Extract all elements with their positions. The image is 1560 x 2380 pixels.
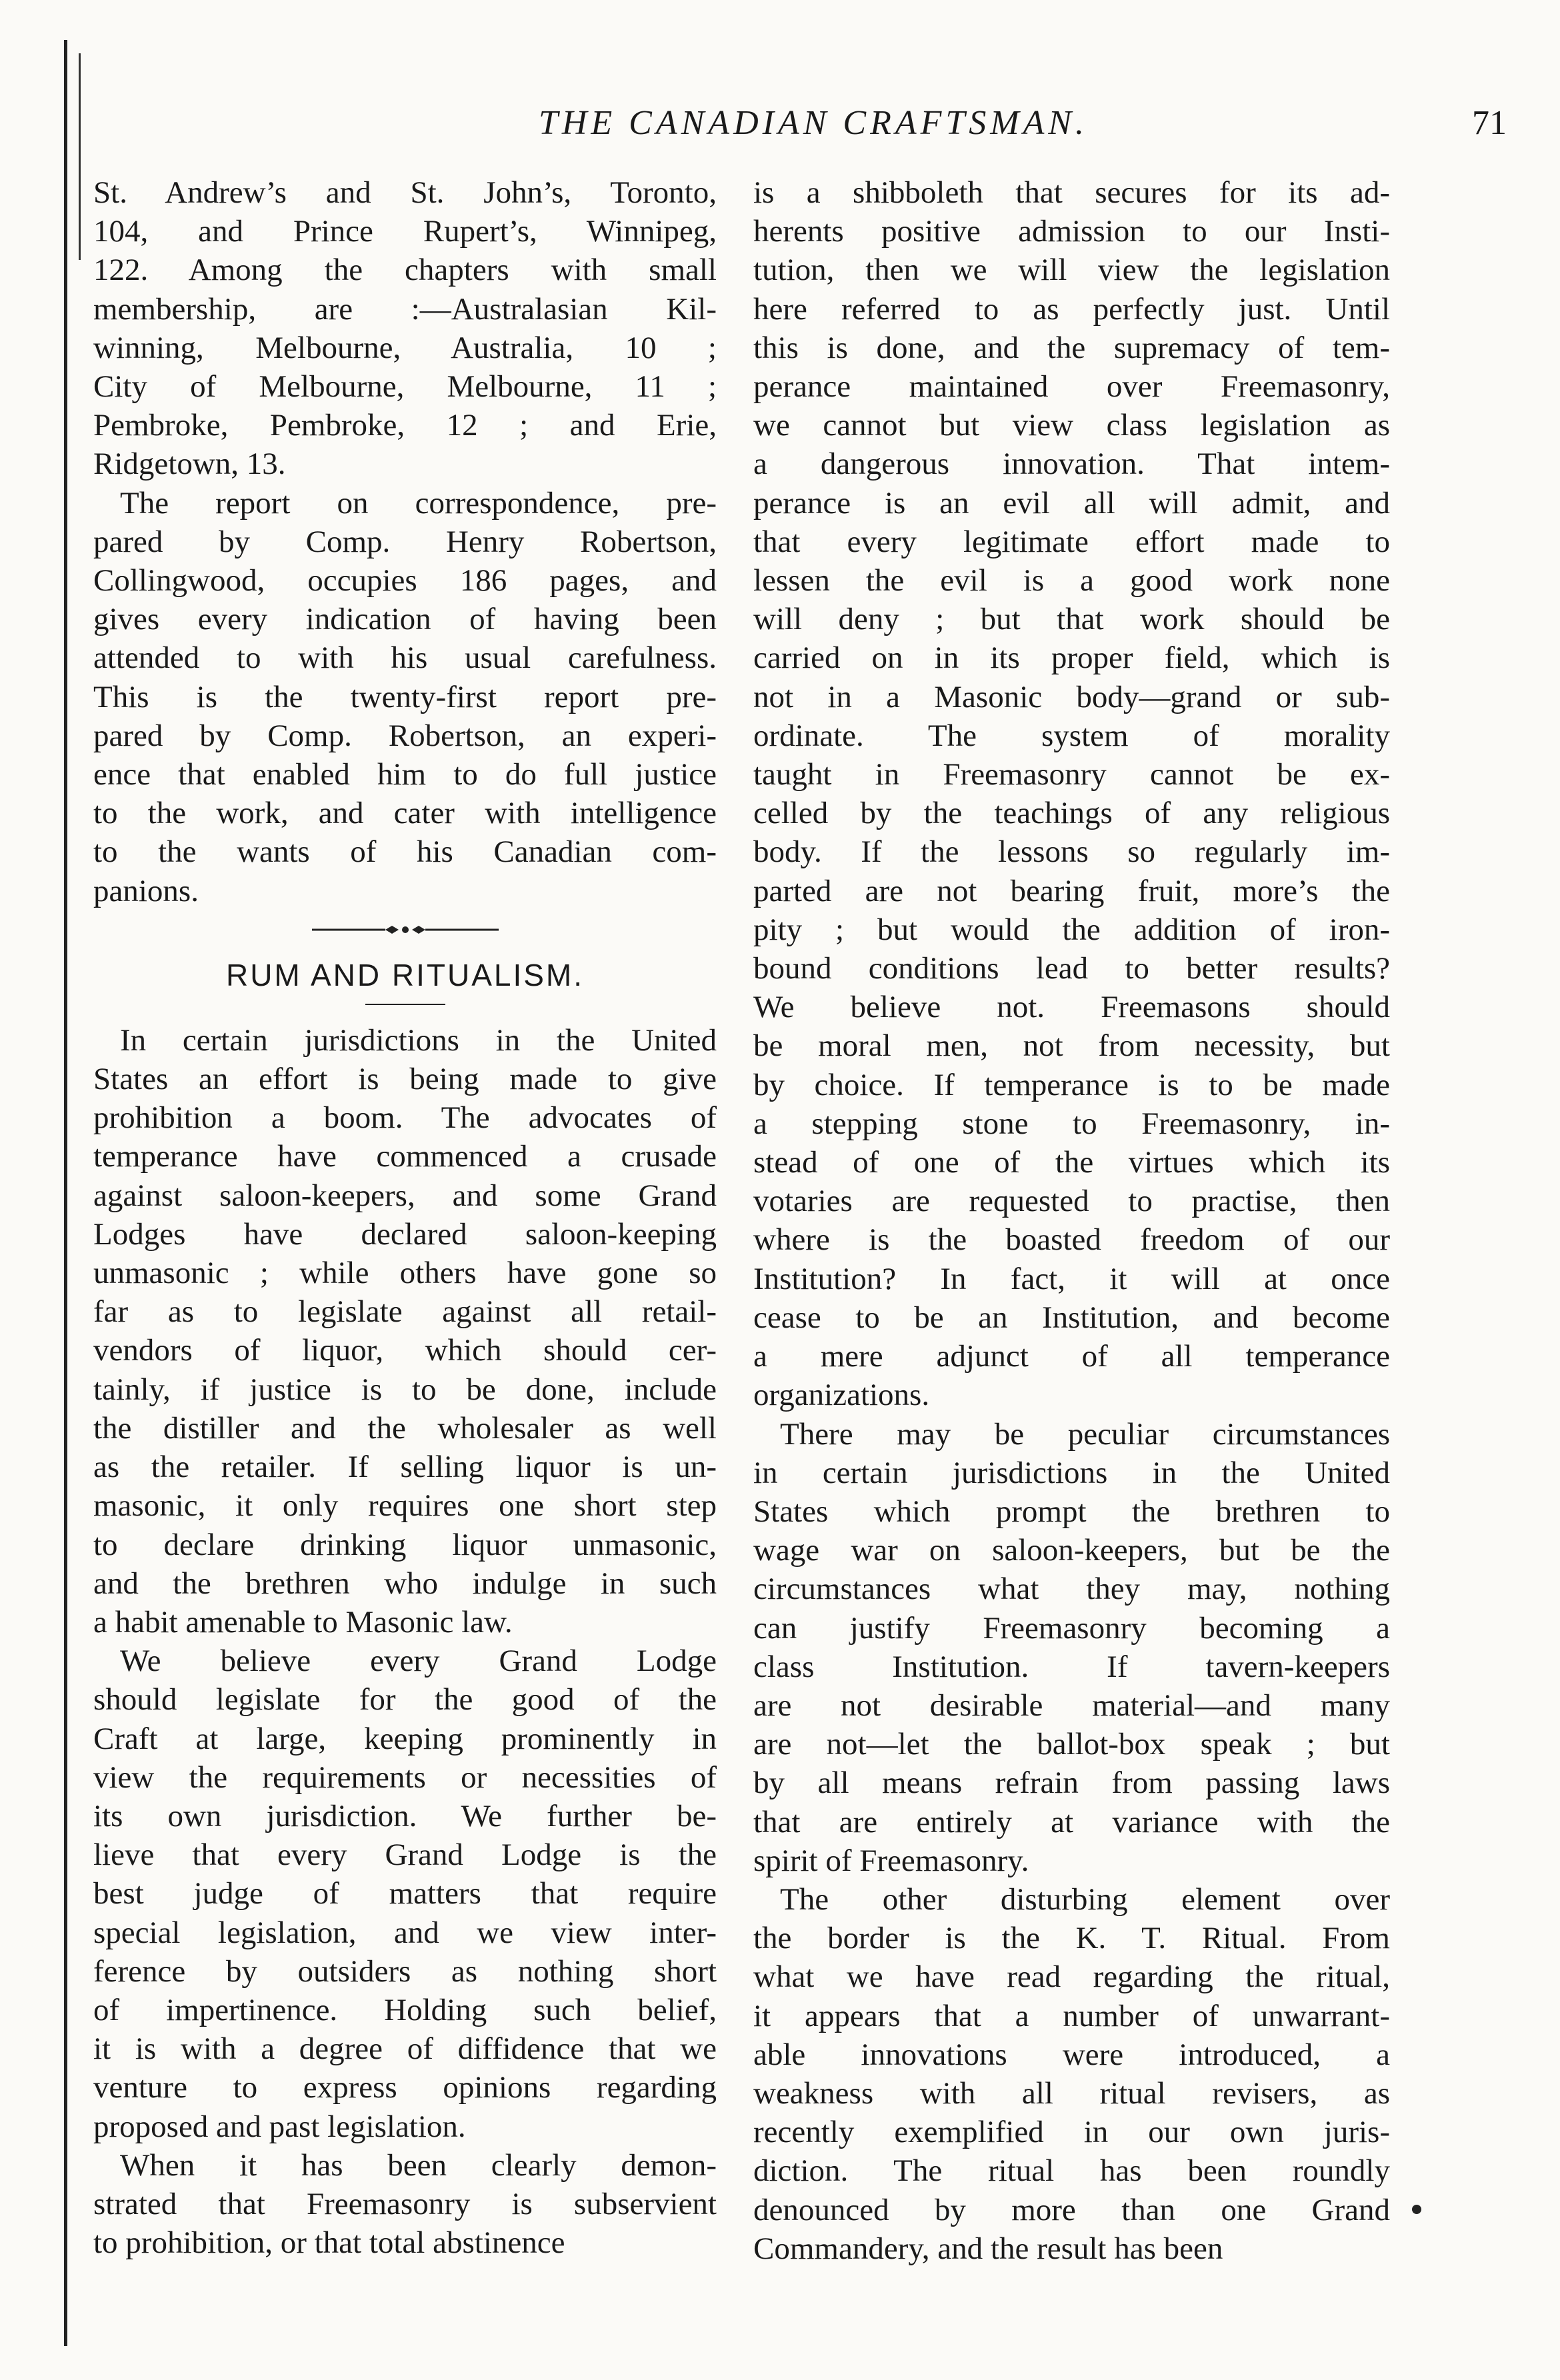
paragraph bbox=[753, 1880, 1390, 2268]
paragraph bbox=[93, 1021, 717, 1642]
text-line: organizations. bbox=[753, 1378, 930, 1413]
text-line: where is the boasted freedom of our bbox=[753, 1222, 1390, 1258]
text-line: is a shibboleth that secures for its ad- bbox=[753, 175, 1390, 210]
text-line: its own jurisdiction. We further be- bbox=[93, 1798, 717, 1833]
margin-dot bbox=[1412, 2205, 1421, 2214]
margin-rule bbox=[64, 40, 67, 2346]
paragraph bbox=[93, 1642, 717, 2146]
text-line: a stepping stone to Freemasonry, in- bbox=[753, 1106, 1390, 1141]
text-line: tainly, if justice is to be done, include bbox=[93, 1372, 717, 1407]
text-line: In certain jurisdictions in the United bbox=[120, 1022, 717, 1058]
text-line: able innovations were introduced, a bbox=[753, 2037, 1390, 2072]
running-title: THE CANADIAN CRAFTSMAN. bbox=[538, 104, 1089, 142]
text-line: body. If the lessons so regularly im- bbox=[753, 834, 1390, 870]
text-line: The other disturbing element over bbox=[780, 1881, 1390, 1917]
text-line: perance maintained over Freemasonry, bbox=[753, 369, 1390, 405]
text-line: We believe not. Freemasons should bbox=[753, 990, 1390, 1025]
text-line: will deny ; but that work should be bbox=[753, 602, 1390, 637]
text-line: of impertinence. Holding such belief, bbox=[93, 1992, 717, 2027]
right-column bbox=[753, 173, 1390, 2268]
paragraph bbox=[753, 173, 1390, 1415]
text-line: view the requirements or necessities of bbox=[93, 1760, 717, 1795]
text-line: diction. The ritual has been roundly bbox=[753, 2153, 1390, 2189]
text-line: vendors of liquor, which should cer- bbox=[93, 1333, 717, 1368]
text-line: as the retailer. If selling liquor is un- bbox=[93, 1450, 717, 1485]
text-line: herents positive admission to our Insti- bbox=[753, 214, 1390, 249]
text-line: in certain jurisdictions in the United bbox=[753, 1455, 1390, 1490]
text-line: pared by Comp. Robertson, an experi- bbox=[93, 718, 717, 753]
text-line: to the wants of his Canadian com- bbox=[93, 834, 717, 870]
text-line: this is done, and the supremacy of tem- bbox=[753, 330, 1390, 365]
text-line: unmasonic ; while others have gone so bbox=[93, 1256, 717, 1291]
text-line: weakness with all ritual revisers, as bbox=[753, 2075, 1390, 2111]
text-line: to the work, and cater with intelligence bbox=[93, 796, 717, 831]
page-number: 71 bbox=[1472, 104, 1507, 142]
text-line: a mere adjunct of all temperance bbox=[753, 1339, 1390, 1374]
text-line: by all means refrain from passing laws bbox=[753, 1766, 1390, 1801]
text-line: ordinate. The system of morality bbox=[753, 718, 1390, 753]
text-line: parted are not bearing fruit, more’s the bbox=[753, 873, 1390, 908]
text-line: spirit of Freemasonry. bbox=[753, 1843, 1029, 1878]
text-line: When it has been clearly demon- bbox=[120, 2147, 717, 2183]
text-line: Lodges have declared saloon-keeping bbox=[93, 1216, 717, 1252]
running-header bbox=[120, 100, 1507, 147]
text-line: We believe every Grand Lodge bbox=[120, 1644, 717, 1679]
text-line: States which prompt the brethren to bbox=[753, 1494, 1390, 1529]
text-line: taught in Freemasonry cannot be ex- bbox=[753, 757, 1390, 792]
ornament-divider bbox=[93, 910, 717, 949]
text-line: attended to with his usual carefulness. bbox=[93, 640, 717, 676]
ornament-icon bbox=[305, 920, 505, 940]
text-line: States an effort is being made to give bbox=[93, 1062, 717, 1097]
text-line: circumstances what they may, nothing bbox=[753, 1572, 1390, 1607]
text-line: not in a Masonic body—grand or sub- bbox=[753, 679, 1390, 714]
text-line: a dangerous innovation. That intem- bbox=[753, 447, 1390, 482]
text-line: lieve that every Grand Lodge is the bbox=[93, 1837, 717, 1873]
text-line: Craft at large, keeping prominently in bbox=[93, 1721, 717, 1756]
text-line: prohibition a boom. The advocates of bbox=[93, 1100, 717, 1136]
text-line: panions. bbox=[93, 873, 199, 908]
text-line: Institution? In fact, it will at once bbox=[753, 1261, 1390, 1296]
text-line: be moral men, not from necessity, but bbox=[753, 1028, 1390, 1064]
text-line: far as to legislate against all retail- bbox=[93, 1294, 717, 1330]
text-line: ence that enabled him to do full justice bbox=[93, 757, 717, 792]
text-line: St. Andrew’s and St. John’s, Toronto, bbox=[93, 175, 717, 210]
text-line: venture to express opinions regarding bbox=[93, 2070, 717, 2105]
text-line: bound conditions lead to better results? bbox=[753, 951, 1390, 986]
text-line: the distiller and the wholesaler as well bbox=[93, 1410, 717, 1446]
text-line: what we have read regarding the ritual, bbox=[753, 1959, 1390, 1995]
text-line: to declare drinking liquor unmasonic, bbox=[93, 1527, 717, 1562]
text-line: votaries are requested to practise, then bbox=[753, 1184, 1390, 1219]
text-line: should legislate for the good of the bbox=[93, 1682, 717, 1718]
text-line: and the brethren who indulge in such bbox=[93, 1566, 717, 1601]
text-line: pared by Comp. Henry Robertson, bbox=[93, 524, 717, 559]
text-line: There may be peculiar circumstances bbox=[780, 1416, 1390, 1452]
text-line: against saloon-keepers, and some Grand bbox=[93, 1178, 717, 1213]
text-line: cease to be an Institution, and become bbox=[753, 1300, 1390, 1335]
paragraph bbox=[93, 173, 717, 484]
text-line: the border is the K. T. Ritual. From bbox=[753, 1921, 1390, 1956]
text-line: 122. Among the chapters with small bbox=[93, 253, 717, 288]
text-line: denounced by more than one Grand bbox=[753, 2192, 1390, 2227]
text-line: lessen the evil is a good work none bbox=[753, 563, 1390, 598]
paragraph bbox=[93, 2146, 717, 2263]
section-heading: RUM AND RITUALISM. bbox=[225, 957, 585, 992]
text-line: that every legitimate effort made to bbox=[753, 524, 1390, 559]
text-line: strated that Freemasonry is subservient bbox=[93, 2186, 717, 2221]
paragraph bbox=[753, 1415, 1390, 1880]
text-line: The report on correspondence, pre- bbox=[120, 485, 717, 521]
text-line: winning, Melbourne, Australia, 10 ; bbox=[93, 330, 717, 365]
text-line: masonic, it only requires one short step bbox=[93, 1488, 717, 1524]
text-line: temperance have commenced a crusade bbox=[93, 1139, 717, 1174]
text-line: pity ; but would the addition of iron- bbox=[753, 912, 1390, 947]
text-line: tution, then we will view the legislation bbox=[753, 253, 1390, 288]
text-line: ference by outsiders as nothing short bbox=[93, 1953, 717, 1989]
text-line: to prohibition, or that total abstinence bbox=[93, 2225, 565, 2261]
text-line: wage war on saloon-keepers, but be the bbox=[753, 1533, 1390, 1568]
text-line: Collingwood, occupies 186 pages, and bbox=[93, 563, 717, 598]
text-line: 104, and Prince Rupert’s, Winnipeg, bbox=[93, 214, 717, 249]
text-line: special legislation, and we view inter- bbox=[93, 1915, 717, 1950]
text-line: membership, are :—Australasian Kil- bbox=[93, 291, 717, 327]
text-line: a habit amenable to Masonic law. bbox=[93, 1604, 513, 1640]
text-line: it is with a degree of diffidence that we bbox=[93, 2031, 717, 2067]
text-line: best judge of matters that require bbox=[93, 1876, 717, 1911]
text-line: are not desirable material—and many bbox=[753, 1688, 1390, 1723]
text-line: can justify Freemasonry becoming a bbox=[753, 1610, 1390, 1646]
text-line: recently exemplified in our own juris- bbox=[753, 2115, 1390, 2150]
text-line: gives every indication of having been bbox=[93, 602, 717, 637]
paragraph bbox=[93, 484, 717, 910]
text-line: proposed and past legislation. bbox=[93, 2109, 466, 2144]
heading-rule bbox=[365, 1004, 445, 1005]
text-line: are not—let the ballot-box speak ; but bbox=[753, 1727, 1390, 1762]
text-line: This is the twenty-first report pre- bbox=[93, 679, 717, 714]
text-line: stead of one of the virtues which its bbox=[753, 1145, 1390, 1180]
text-line: Ridgetown, 13. bbox=[93, 447, 286, 482]
left-column bbox=[93, 173, 717, 2262]
text-line: class Institution. If tavern-keepers bbox=[753, 1649, 1390, 1684]
text-line: here referred to as perfectly just. Until bbox=[753, 291, 1390, 327]
text-line: by choice. If temperance is to be made bbox=[753, 1067, 1390, 1102]
text-line: Commandery, and the result has been bbox=[753, 2231, 1223, 2266]
text-line: Pembroke, Pembroke, 12 ; and Erie, bbox=[93, 408, 717, 443]
margin-rule-inner bbox=[79, 53, 81, 260]
text-line: it appears that a number of unwarrant- bbox=[753, 1998, 1390, 2033]
text-line: carried on in its proper field, which is bbox=[753, 640, 1390, 676]
text-line: celled by the teachings of any religious bbox=[753, 796, 1390, 831]
text-line: we cannot but view class legislation as bbox=[753, 408, 1390, 443]
text-line: perance is an evil all will admit, and bbox=[753, 485, 1390, 521]
text-line: City of Melbourne, Melbourne, 11 ; bbox=[93, 369, 717, 405]
text-line: that are entirely at variance with the bbox=[753, 1804, 1390, 1839]
